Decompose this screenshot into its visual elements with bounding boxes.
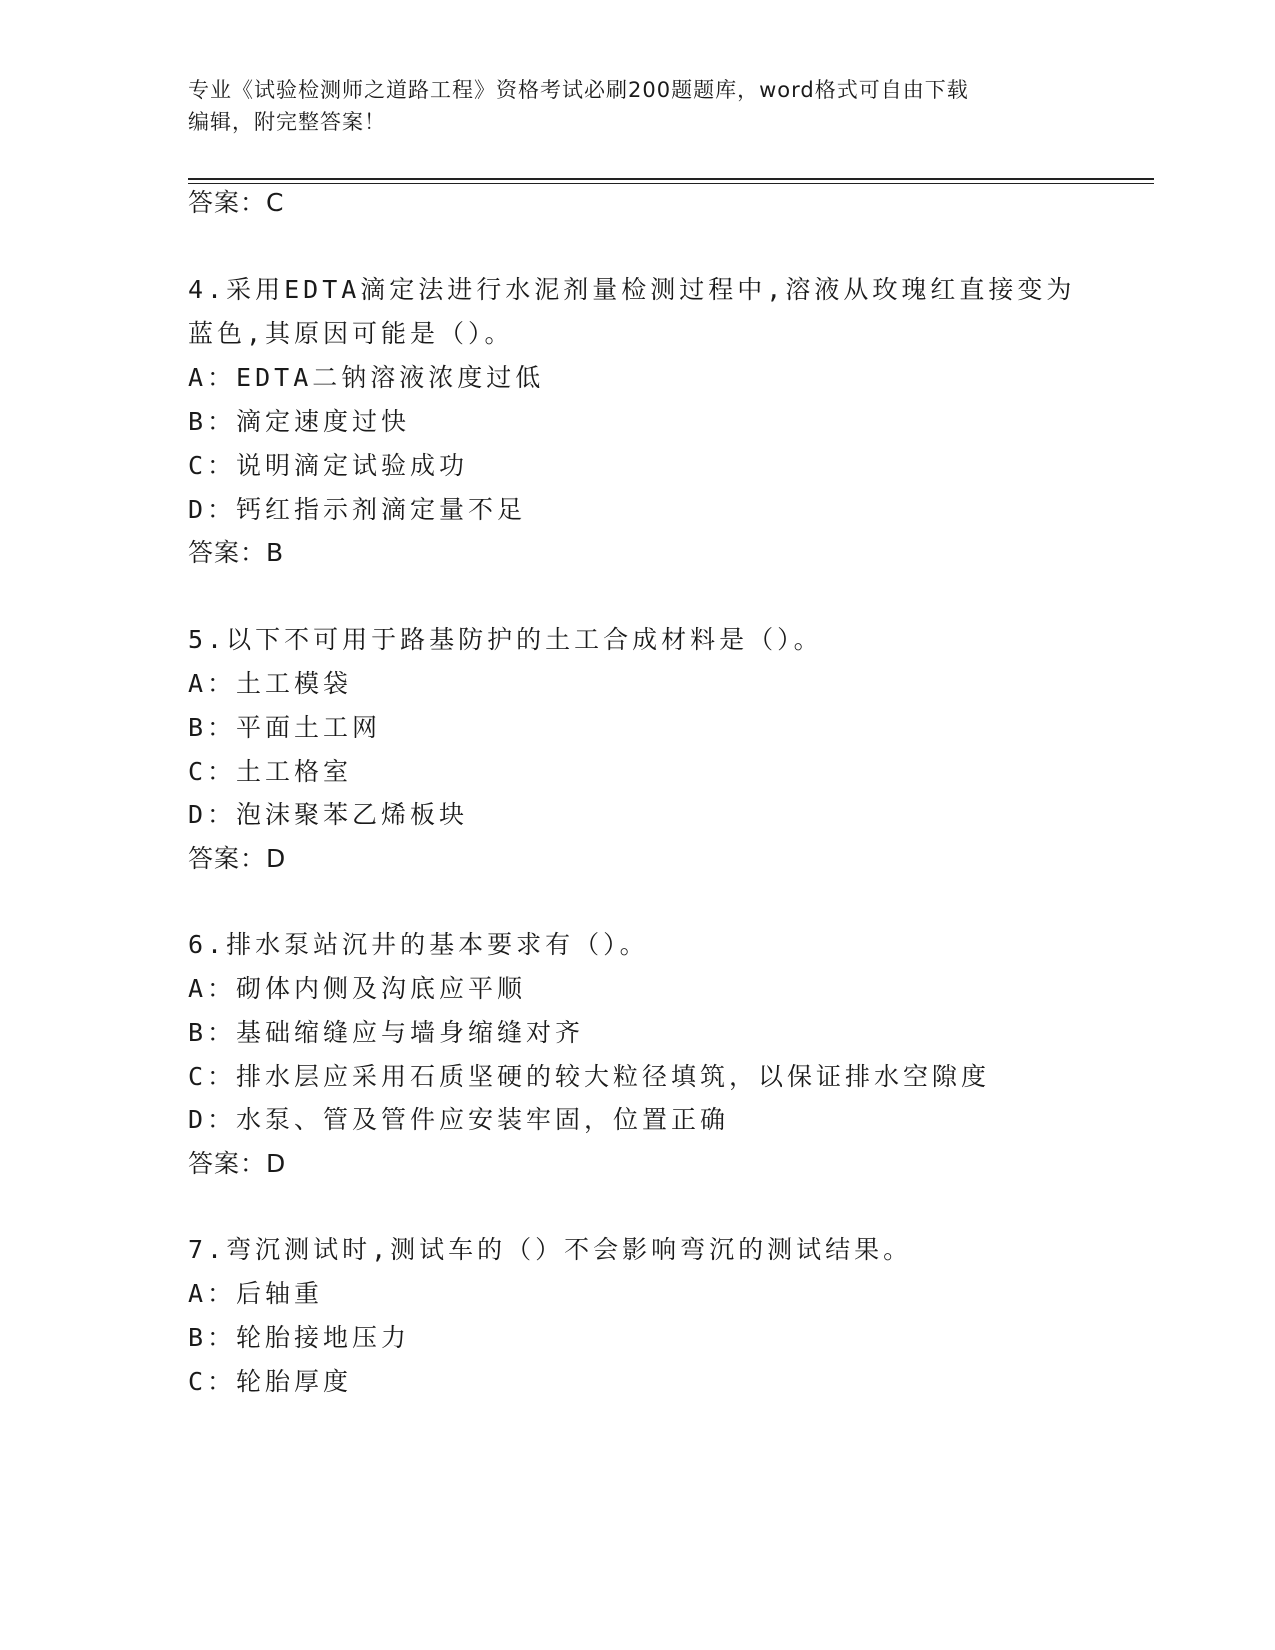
q4-option-c: C：说明滴定试验成功: [188, 451, 469, 480]
header-line-2: 编辑，附完整答案！: [188, 110, 386, 134]
header-divider-thin: [188, 183, 1154, 184]
q4-option-b: B：滴定速度过快: [188, 407, 411, 436]
q5-answer: 答案：D: [188, 844, 287, 873]
q4-option-d: D：钙红指示剂滴定量不足: [188, 495, 527, 524]
q6-option-a: A：砌体内侧及沟底应平顺: [188, 974, 527, 1003]
q6-option-c: C：排水层应采用石质坚硬的较大粒径填筑，以保证排水空隙度: [188, 1062, 991, 1091]
q7-option-c: C：轮胎厚度: [188, 1367, 353, 1396]
q5-option-d: D：泡沫聚苯乙烯板块: [188, 800, 469, 829]
q6-option-b: B：基础缩缝应与墙身缩缝对齐: [188, 1018, 585, 1047]
q5-option-b: B：平面土工网: [188, 713, 382, 742]
header-divider-thick: [188, 178, 1154, 180]
q7-option-b: B：轮胎接地压力: [188, 1323, 411, 1352]
q4-option-a: A：EDTA二钠溶液浓度过低: [188, 363, 545, 392]
q4-stem-line-2: 蓝色,其原因可能是（）。: [188, 319, 514, 348]
q5-option-c: C：土工格室: [188, 757, 353, 786]
document-header: [188, 74, 1068, 138]
prev-answer: 答案：C: [188, 188, 285, 217]
q7-option-a: A：后轴重: [188, 1279, 324, 1308]
q4-stem-line-1: 4.采用EDTA滴定法进行水泥剂量检测过程中,溶液从玫瑰红直接变为: [188, 275, 1076, 304]
q5-option-a: A：土工模袋: [188, 669, 353, 698]
q6-option-d: D：水泵、管及管件应安装牢固，位置正确: [188, 1105, 730, 1134]
q4-answer: 答案：B: [188, 538, 285, 567]
q6-stem: 6.排水泵站沉井的基本要求有（）。: [188, 930, 649, 959]
header-line-1: 专业《试验检测师之道路工程》资格考试必刷200题题库，word格式可自由下载: [188, 78, 969, 102]
q5-stem: 5.以下不可用于路基防护的土工合成材料是（）。: [188, 625, 823, 654]
q6-answer: 答案：D: [188, 1149, 287, 1178]
q7-stem: 7.弯沉测试时,测试车的（）不会影响弯沉的测试结果。: [188, 1235, 913, 1264]
